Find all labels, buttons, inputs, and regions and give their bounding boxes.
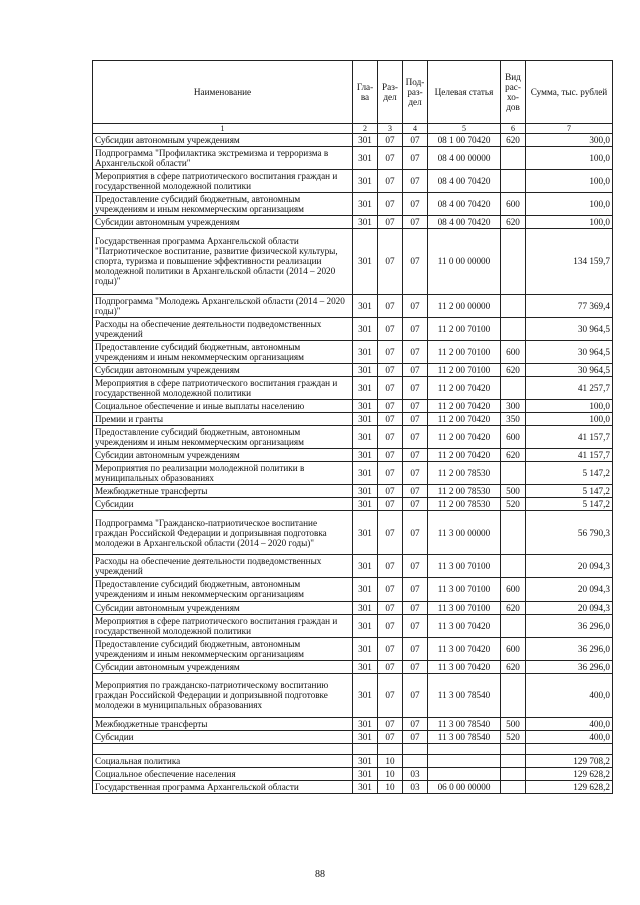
table-row: [93, 134, 613, 147]
row-name: Мероприятия в сфере патриотического воспитания граждан и государственной молодежной политики: [93, 170, 353, 193]
row-expense-type: 500: [501, 485, 526, 498]
row-glava: 301: [353, 449, 378, 462]
row-razdel: 07: [378, 485, 403, 498]
row-glava: 301: [353, 555, 378, 578]
row-glava: 301: [353, 376, 378, 399]
row-target-article: 11 2 00 78530: [428, 485, 501, 498]
row-glava: 301: [353, 673, 378, 717]
row-podrazdel: 07: [403, 193, 428, 216]
row-amount: 77 369,4: [526, 294, 613, 317]
row-podrazdel: 07: [403, 147, 428, 170]
row-expense-type: 620: [501, 363, 526, 376]
row-razdel: 07: [378, 363, 403, 376]
row-target-article: 11 2 00 70100: [428, 363, 501, 376]
header-razdel: Раз-дел: [378, 61, 403, 124]
row-amount: 20 094,3: [526, 578, 613, 601]
row-target-article: 11 3 00 70420: [428, 637, 501, 660]
row-glava: 301: [353, 767, 378, 780]
row-podrazdel: 07: [403, 399, 428, 412]
row-expense-type: [501, 767, 526, 780]
row-podrazdel: 07: [403, 294, 428, 317]
row-glava: 301: [353, 134, 378, 147]
row-razdel: 07: [378, 660, 403, 673]
row-expense-type: [501, 462, 526, 485]
row-name: Социальное обеспечение и иные выплаты населению: [93, 399, 353, 412]
row-glava: 301: [353, 229, 378, 294]
row-glava: 301: [353, 216, 378, 229]
row-podrazdel: 07: [403, 578, 428, 601]
table-row: [93, 511, 613, 555]
table-row: [93, 717, 613, 730]
row-razdel: 07: [378, 717, 403, 730]
row-target-article: 11 3 00 70100: [428, 578, 501, 601]
row-target-article: 11 3 00 78540: [428, 730, 501, 743]
page-number: 88: [315, 869, 325, 880]
row-glava: 301: [353, 485, 378, 498]
row-amount: 300,0: [526, 134, 613, 147]
row-amount: 41 157,7: [526, 449, 613, 462]
table-row: [93, 780, 613, 793]
row-glava: 301: [353, 294, 378, 317]
row-razdel: 07: [378, 147, 403, 170]
row-amount: 30 964,5: [526, 340, 613, 363]
row-target-article: 11 2 00 70420: [428, 449, 501, 462]
row-podrazdel: 07: [403, 498, 428, 511]
row-razdel: 07: [378, 425, 403, 448]
row-amount: 134 159,7: [526, 229, 613, 294]
row-target-article: 11 2 00 78530: [428, 462, 501, 485]
row-podrazdel: [403, 754, 428, 767]
table-row: [93, 399, 613, 412]
row-target-article: 11 3 00 00000: [428, 511, 501, 555]
header-summa: Сумма, тыс. рублей: [526, 61, 613, 124]
row-podrazdel: 07: [403, 511, 428, 555]
table-row: [93, 216, 613, 229]
table-row: [93, 412, 613, 425]
row-amount: 36 296,0: [526, 637, 613, 660]
row-podrazdel: 07: [403, 317, 428, 340]
row-podrazdel: 07: [403, 601, 428, 614]
row-amount: 20 094,3: [526, 601, 613, 614]
row-glava: 301: [353, 511, 378, 555]
row-expense-type: 520: [501, 498, 526, 511]
row-razdel: 07: [378, 317, 403, 340]
row-name: Субсидии автономным учреждениям: [93, 363, 353, 376]
row-razdel: 07: [378, 555, 403, 578]
row-amount: 36 296,0: [526, 660, 613, 673]
row-target-article: 11 2 00 70420: [428, 412, 501, 425]
row-amount: 129 628,2: [526, 767, 613, 780]
row-expense-type: [501, 376, 526, 399]
table-row: [93, 660, 613, 673]
row-target-article: 11 2 00 70420: [428, 376, 501, 399]
row-razdel: 07: [378, 412, 403, 425]
row-target-article: 11 3 00 78540: [428, 673, 501, 717]
row-expense-type: 600: [501, 578, 526, 601]
row-expense-type: 300: [501, 399, 526, 412]
row-podrazdel: 07: [403, 363, 428, 376]
row-target-article: 11 3 00 70100: [428, 555, 501, 578]
row-name: Подпрограмма "Профилактика экстремизма и терроризма в Архангельской области": [93, 147, 353, 170]
row-amount: 41 257,7: [526, 376, 613, 399]
row-glava: 301: [353, 754, 378, 767]
row-podrazdel: 07: [403, 555, 428, 578]
row-podrazdel: 07: [403, 485, 428, 498]
table-row: [93, 363, 613, 376]
row-glava: 301: [353, 170, 378, 193]
row-podrazdel: 07: [403, 412, 428, 425]
row-amount: 5 147,2: [526, 485, 613, 498]
spacer-cell: [353, 743, 378, 754]
row-podrazdel: 07: [403, 376, 428, 399]
row-amount: 400,0: [526, 717, 613, 730]
row-podrazdel: 07: [403, 170, 428, 193]
row-podrazdel: 07: [403, 462, 428, 485]
row-glava: 301: [353, 363, 378, 376]
header-row: [93, 61, 613, 124]
row-target-article: 11 0 00 00000: [428, 229, 501, 294]
column-number: 7: [526, 124, 613, 134]
table-body: [93, 134, 613, 794]
row-name: Государственная программа Архангельской области "Патриотическое воспитание, развитие физической культуры, спорта, туризма и повышение эффективности реализации молодежной политики в Архангельской области (2014 – 2020 годы)": [93, 229, 353, 294]
row-target-article: 11 3 00 70420: [428, 614, 501, 637]
table-row: [93, 376, 613, 399]
table-row: [93, 193, 613, 216]
row-name: Расходы на обеспечение деятельности подведомственных учреждений: [93, 317, 353, 340]
row-name: Субсидии: [93, 730, 353, 743]
row-target-article: 08 4 00 70420: [428, 170, 501, 193]
spacer-cell: [378, 743, 403, 754]
row-razdel: 07: [378, 637, 403, 660]
table-row: [93, 449, 613, 462]
row-name: Межбюджетные трансферты: [93, 717, 353, 730]
row-expense-type: 600: [501, 425, 526, 448]
row-expense-type: [501, 147, 526, 170]
row-glava: 301: [353, 660, 378, 673]
header-podrazdel: Под-раз-дел: [403, 61, 428, 124]
spacer-cell: [501, 743, 526, 754]
row-podrazdel: 07: [403, 614, 428, 637]
row-target-article: 06 0 00 00000: [428, 780, 501, 793]
table-row: [93, 614, 613, 637]
column-number: 6: [501, 124, 526, 134]
row-glava: 301: [353, 730, 378, 743]
row-glava: 301: [353, 412, 378, 425]
row-razdel: 07: [378, 462, 403, 485]
table-row: [93, 578, 613, 601]
row-target-article: 11 2 00 70100: [428, 317, 501, 340]
row-target-article: 11 3 00 78540: [428, 717, 501, 730]
column-number: 3: [378, 124, 403, 134]
row-glava: 301: [353, 317, 378, 340]
spacer-cell: [428, 743, 501, 754]
row-amount: 129 708,2: [526, 754, 613, 767]
row-podrazdel: 07: [403, 425, 428, 448]
table-row: [93, 425, 613, 448]
row-name: Мероприятия по реализации молодежной политики в муниципальных образованиях: [93, 462, 353, 485]
row-expense-type: [501, 170, 526, 193]
row-name: Подпрограмма "Молодежь Архангельской области (2014 – 2020 годы)": [93, 294, 353, 317]
row-name: Предоставление субсидий бюджетным, автономным учреждениям и иным некоммерческим организациям: [93, 425, 353, 448]
row-amount: 30 964,5: [526, 317, 613, 340]
row-name: Государственная программа Архангельской области: [93, 780, 353, 793]
row-podrazdel: 07: [403, 229, 428, 294]
row-razdel: 07: [378, 601, 403, 614]
row-amount: 5 147,2: [526, 462, 613, 485]
row-razdel: 07: [378, 498, 403, 511]
row-amount: 20 094,3: [526, 555, 613, 578]
row-razdel: 07: [378, 134, 403, 147]
row-razdel: 07: [378, 449, 403, 462]
row-amount: 30 964,5: [526, 363, 613, 376]
table-row: [93, 754, 613, 767]
row-expense-type: [501, 511, 526, 555]
row-razdel: 07: [378, 673, 403, 717]
row-razdel: 07: [378, 399, 403, 412]
table-row: [93, 170, 613, 193]
row-expense-type: [501, 614, 526, 637]
row-amount: 100,0: [526, 412, 613, 425]
table-row: [93, 555, 613, 578]
row-expense-type: [501, 673, 526, 717]
row-name: Субсидии автономным учреждениям: [93, 216, 353, 229]
row-amount: 56 790,3: [526, 511, 613, 555]
row-podrazdel: 07: [403, 717, 428, 730]
row-name: Мероприятия в сфере патриотического воспитания граждан и государственной молодежной политики: [93, 614, 353, 637]
row-name: Субсидии автономным учреждениям: [93, 601, 353, 614]
table-row: [93, 730, 613, 743]
row-name: Расходы на обеспечение деятельности подведомственных учреждений: [93, 555, 353, 578]
row-amount: 129 628,2: [526, 780, 613, 793]
row-razdel: 10: [378, 767, 403, 780]
column-number: 4: [403, 124, 428, 134]
row-name: Социальное обеспечение населения: [93, 767, 353, 780]
row-target-article: 08 4 00 70420: [428, 193, 501, 216]
row-target-article: 08 4 00 70420: [428, 216, 501, 229]
row-razdel: 10: [378, 780, 403, 793]
table-row: [93, 229, 613, 294]
row-amount: 100,0: [526, 193, 613, 216]
row-name: Предоставление субсидий бюджетным, автономным учреждениям и иным некоммерческим организациям: [93, 193, 353, 216]
header-name: Наименование: [93, 61, 353, 124]
spacer-row: [93, 743, 613, 754]
row-name: Субсидии автономным учреждениям: [93, 449, 353, 462]
row-name: Мероприятия по гражданско-патриотическому воспитанию граждан Российской Федерации и допризывной подготовке молодежи в муниципальных образованиях: [93, 673, 353, 717]
row-amount: 100,0: [526, 147, 613, 170]
row-amount: 100,0: [526, 170, 613, 193]
row-razdel: 07: [378, 193, 403, 216]
row-expense-type: 500: [501, 717, 526, 730]
row-glava: 301: [353, 193, 378, 216]
row-amount: 400,0: [526, 673, 613, 717]
row-expense-type: 620: [501, 216, 526, 229]
row-glava: 301: [353, 780, 378, 793]
row-expense-type: 600: [501, 193, 526, 216]
row-razdel: 10: [378, 754, 403, 767]
row-glava: 301: [353, 399, 378, 412]
row-podrazdel: 07: [403, 134, 428, 147]
row-target-article: 11 3 00 70100: [428, 601, 501, 614]
row-expense-type: 620: [501, 601, 526, 614]
row-razdel: 07: [378, 511, 403, 555]
row-amount: 36 296,0: [526, 614, 613, 637]
row-glava: 301: [353, 462, 378, 485]
row-razdel: 07: [378, 614, 403, 637]
row-target-article: 11 2 00 70420: [428, 425, 501, 448]
row-amount: 400,0: [526, 730, 613, 743]
row-glava: 301: [353, 637, 378, 660]
row-target-article: 11 3 00 70420: [428, 660, 501, 673]
budget-table: [92, 60, 613, 794]
row-target-article: 08 4 00 00000: [428, 147, 501, 170]
table-row: [93, 673, 613, 717]
row-target-article: 08 1 00 70420: [428, 134, 501, 147]
row-razdel: 07: [378, 340, 403, 363]
row-razdel: 07: [378, 730, 403, 743]
row-target-article: 11 2 00 78530: [428, 498, 501, 511]
row-expense-type: [501, 555, 526, 578]
row-name: Межбюджетные трансферты: [93, 485, 353, 498]
table-row: [93, 294, 613, 317]
header-statya: Целевая статья: [428, 61, 501, 124]
row-name: Мероприятия в сфере патриотического воспитания граждан и государственной молодежной политики: [93, 376, 353, 399]
row-podrazdel: 07: [403, 730, 428, 743]
row-amount: 100,0: [526, 216, 613, 229]
row-razdel: 07: [378, 170, 403, 193]
row-expense-type: 620: [501, 660, 526, 673]
row-expense-type: 350: [501, 412, 526, 425]
row-target-article: 11 2 00 00000: [428, 294, 501, 317]
column-number-row: [93, 124, 613, 134]
row-expense-type: 620: [501, 449, 526, 462]
row-target-article: 11 2 00 70420: [428, 399, 501, 412]
row-razdel: 07: [378, 216, 403, 229]
budget-table-page: [92, 60, 612, 794]
row-glava: 301: [353, 425, 378, 448]
row-glava: 301: [353, 717, 378, 730]
row-expense-type: [501, 229, 526, 294]
row-expense-type: [501, 780, 526, 793]
row-podrazdel: 07: [403, 637, 428, 660]
row-glava: 301: [353, 614, 378, 637]
row-razdel: 07: [378, 294, 403, 317]
spacer-cell: [93, 743, 353, 754]
row-name: Предоставление субсидий бюджетным, автономным учреждениям и иным некоммерческим организациям: [93, 340, 353, 363]
table-row: [93, 767, 613, 780]
row-name: Подпрограмма "Гражданско-патриотическое воспитание граждан Российской Федерации и допризывная подготовка молодежи в Архангельской области (2014 – 2020 годы)": [93, 511, 353, 555]
row-name: Субсидии автономным учреждениям: [93, 660, 353, 673]
table-row: [93, 462, 613, 485]
table-row: [93, 498, 613, 511]
row-name: Социальная политика: [93, 754, 353, 767]
table-row: [93, 147, 613, 170]
row-glava: 301: [353, 147, 378, 170]
spacer-cell: [403, 743, 428, 754]
row-podrazdel: 07: [403, 673, 428, 717]
row-razdel: 07: [378, 578, 403, 601]
row-glava: 301: [353, 601, 378, 614]
row-name: Предоставление субсидий бюджетным, автономным учреждениям и иным некоммерческим организациям: [93, 637, 353, 660]
row-razdel: 07: [378, 229, 403, 294]
row-amount: 5 147,2: [526, 498, 613, 511]
column-number: 2: [353, 124, 378, 134]
row-podrazdel: 03: [403, 767, 428, 780]
row-glava: 301: [353, 340, 378, 363]
row-expense-type: 600: [501, 637, 526, 660]
row-name: Премии и гранты: [93, 412, 353, 425]
row-podrazdel: 07: [403, 216, 428, 229]
row-name: Субсидии: [93, 498, 353, 511]
row-target-article: [428, 767, 501, 780]
header-vid: Вид рас-хо-дов: [501, 61, 526, 124]
table-row: [93, 340, 613, 363]
row-glava: 301: [353, 578, 378, 601]
row-podrazdel: 07: [403, 449, 428, 462]
row-expense-type: [501, 754, 526, 767]
row-expense-type: 620: [501, 134, 526, 147]
row-name: Субсидии автономным учреждениям: [93, 134, 353, 147]
row-podrazdel: 07: [403, 660, 428, 673]
table-row: [93, 637, 613, 660]
row-expense-type: [501, 317, 526, 340]
column-number: 5: [428, 124, 501, 134]
row-expense-type: 520: [501, 730, 526, 743]
table-row: [93, 485, 613, 498]
row-expense-type: [501, 294, 526, 317]
row-amount: 41 157,7: [526, 425, 613, 448]
table-row: [93, 601, 613, 614]
row-amount: 100,0: [526, 399, 613, 412]
row-name: Предоставление субсидий бюджетным, автономным учреждениям и иным некоммерческим организациям: [93, 578, 353, 601]
row-razdel: 07: [378, 376, 403, 399]
row-podrazdel: 07: [403, 340, 428, 363]
header-glava: Гла-ва: [353, 61, 378, 124]
column-number: 1: [93, 124, 353, 134]
spacer-cell: [526, 743, 613, 754]
row-target-article: 11 2 00 70100: [428, 340, 501, 363]
row-glava: 301: [353, 498, 378, 511]
row-podrazdel: 03: [403, 780, 428, 793]
row-target-article: [428, 754, 501, 767]
row-expense-type: 600: [501, 340, 526, 363]
table-row: [93, 317, 613, 340]
